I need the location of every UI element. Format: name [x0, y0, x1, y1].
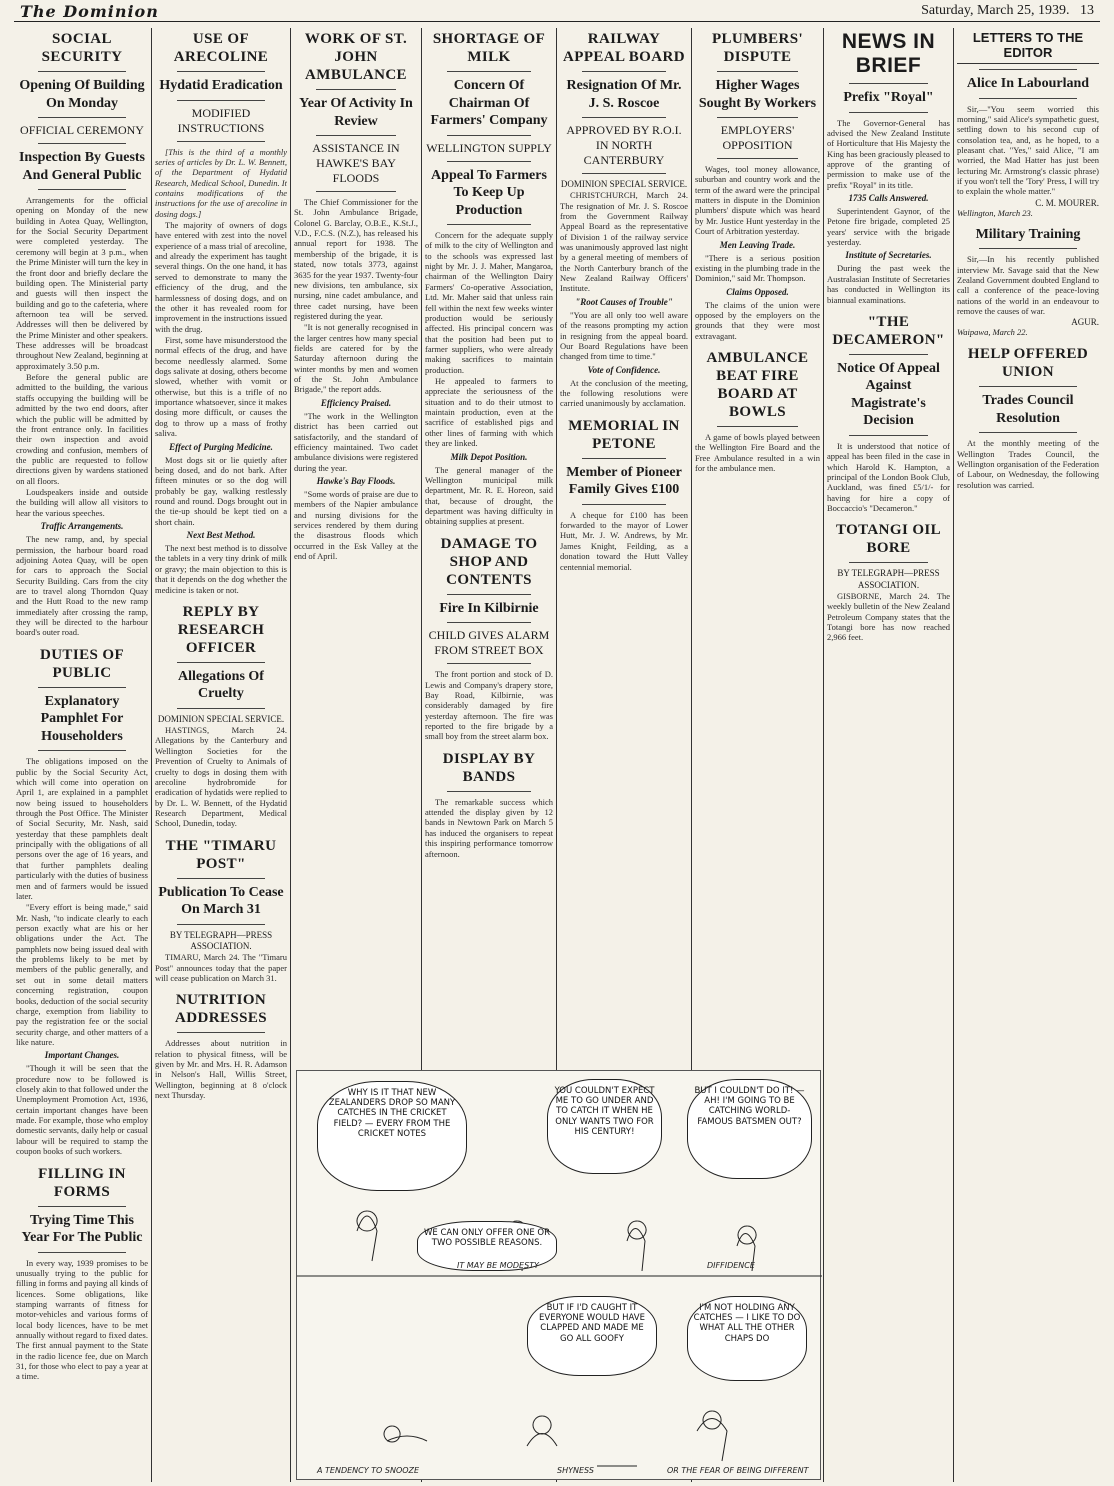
subheadline-2: EMPLOYERS' OPPOSITION	[720, 123, 795, 152]
divider	[447, 161, 531, 162]
divider	[316, 191, 396, 192]
subheadline: Alice In Labourland	[966, 76, 1090, 91]
body-paragraph: "Though it will be seen that the procedure now to be followed is closely akin to that followed under the Unemployment Promotion Act, 1936, certain important changes have been made. For example, those who employ domestic servants, daily help or casual labour will be required to stamp the coupon books of such workers.	[16, 1063, 148, 1157]
body-paragraph: At the monthly meeting of the Wellington Trades Council, the Wellington organisation of the Federation of Labour, on Wednesday, the following resolution was carried.	[957, 438, 1099, 490]
body-paragraph: HASTINGS, March 24. Allegations by the Canterbury and Wellington Societies for the Prevention of Cruelty to Animals of cruelty to dogs in dosing them with arecoline hydrobromide for eradication of hydatids were replied to by Dr. L. W. Bennett, of the Hydatid Research Department, Medical School, Dunedin, today.	[155, 725, 287, 829]
body-paragraph: A cheque for £100 has been forwarded to the mayor of Lower Hutt, Mr. J. W. Andrews, by Mr. James Knight, Feilding, as a donation toward the Hutt Valley centennial memorial.	[560, 509, 688, 572]
divider	[582, 458, 666, 459]
subheadline: Notice Of Appeal Against Magistrate's Decision	[837, 360, 940, 429]
side-heading: 1735 Calls Answered.	[848, 193, 929, 204]
side-heading: Men Leaving Trade.	[719, 239, 796, 250]
side-heading: Traffic Arrangements.	[40, 521, 124, 532]
speech-bubble: BUT I COULDN'T DO IT! — AH! I'M GOING TO BE CATCHING WORLD-FAMOUS BATSMEN OUT?	[687, 1079, 812, 1179]
article	[560, 417, 688, 572]
column-c1	[16, 30, 148, 1484]
body-paragraph: Addresses about nutrition in relation to physical fitness, will be given by Mr. and Mrs. H. R. Adamson in Nelson's Hall, Willis Street, Wellington, beginning at 8 o'clock next Thursday.	[155, 1038, 287, 1101]
body-paragraph: TIMARU, March 24. The "Timaru Post" announces today that the paper will cease publication on March 31.	[155, 952, 287, 983]
cartoon-caption: A TENDENCY TO SNOOZE	[317, 1466, 420, 1475]
subheadline: Member of Pioneer Family Gives £100	[566, 464, 682, 498]
divider	[979, 386, 1077, 387]
headline: TOTANGI OIL BORE	[835, 522, 942, 557]
side-heading: Vote of Confidence.	[587, 364, 661, 375]
headline: NEWS IN BRIEF	[841, 30, 936, 77]
body-paragraph: First, some have misunderstood the normal effects of the drug, and have become needlessly alarmed. Some dogs salivate at dosing, others become slowed, whether with vomit or otherwise, but this is a trifle of no importance whatsoever, since it makes dosing more difficult, or causes the dog to throw up a mass of frothy saliva.	[155, 334, 287, 439]
article	[16, 30, 148, 638]
divider	[316, 135, 396, 136]
issue-date: Saturday, March 25, 1939. 13	[921, 3, 1094, 18]
divider	[447, 594, 531, 595]
side-heading: Milk Depot Position.	[450, 451, 528, 462]
divider	[849, 112, 928, 113]
article	[16, 1165, 148, 1382]
subheadline: Publication To Cease On March 31	[158, 884, 284, 918]
divider	[849, 83, 928, 84]
subheadline-2: MODIFIED INSTRUCTIONS	[177, 105, 265, 135]
signature: C. M. MOURER.	[1035, 197, 1099, 208]
headline: DISPLAY BY BANDS	[442, 750, 536, 785]
body-paragraph: "There is a serious position existing in the plumbing trade in the Dominion," said Mr. Thompson.	[695, 252, 820, 284]
body-paragraph: Wages, tool money allowance, suburban and country work and the term of the award were the principal matters in dispute in the Dominion plumbers' dispute which was heard by Mr. Justice Hunt yesterday in the Court of Arbitration yesterday.	[695, 164, 820, 237]
body-paragraph: The new ramp, and, by special permission, the harbour board road adjoining Aotea Quay, will be open for cars to approach the Social Security Building. Cars from the city are to travel along Thorndon Quay and the Hutt Road to the new ramp immediately after crossing the ramp, they will be directed to the harbour board's outer road.	[16, 534, 148, 638]
newspaper-name: The Dominion	[20, 2, 159, 21]
side-heading: Next Best Method.	[186, 530, 256, 541]
body-paragraph: The Governor-General has advised the New Zealand Institute of Horticulture that His Majesty the King has been graciously pleased to approve of the granting of permission to make use of the prefix "Royal" in its title.	[827, 117, 950, 190]
divider	[38, 71, 126, 72]
body-paragraph: "Every effort is being made," said Mr. Nash, "to indicate clearly to each person exactly what are his or her obligations under the Act. The pamphlets now being issued deal with the problems likely to be met by members of the public generally, and set out in some detail matters concerning registration, coupon books, deduction of the social security charge, exemption from liability to pay the registration fee or the social security charge, and other matters of a like nature.	[16, 902, 148, 1047]
body-paragraph: Sir,—In his recently published interview Mr. Savage said that the New Zealand Government doubted England to call a conference of the peace-loving nations of the world in an endeavour to remove the causes of war.	[957, 254, 1099, 317]
side-heading: Institute of Secretaries.	[845, 250, 932, 261]
body-paragraph: Sir,—"You seem worried this morning," said Alice's sympathetic guest, settling down to his second cup of consolation tea, and, as he hoped, to a pleasant chat. "Yes," said Alice, "I am worried, the Mad Hatter has just been lecturing Mr. Armstrong's classic phrase) if you won't tell the 'Tory' Press, I will try to explain the whole matter."	[957, 103, 1099, 197]
article	[957, 30, 1099, 218]
divider	[316, 89, 396, 90]
column-c3	[294, 30, 418, 1038]
divider	[177, 141, 265, 142]
divider	[447, 791, 531, 792]
subheadline-2: APPROVED BY R.O.I. IN NORTH CANTERBURY	[566, 123, 682, 167]
divider	[177, 708, 265, 709]
side-heading: Important Changes.	[44, 1050, 120, 1061]
headline: Military Training	[975, 226, 1081, 242]
headline: DAMAGE TO SHOP AND CONTENTS	[440, 535, 538, 588]
subheadline: Allegations Of Cruelty	[178, 668, 264, 702]
article	[695, 349, 820, 473]
body-paragraph: Before the general public are admitted to the building, the various staffs occupying the building will be admitted by the two end doors, after which the public will be admitted by the front entrance only. In facilities their own inspection and avoid crowding and confusion, members of the public are requested to follow directions given by wardens stationed on all floors.	[16, 372, 148, 486]
headline: "THE DECAMERON"	[832, 313, 945, 348]
subheadline: Concern Of Chairman Of Farmers' Company	[430, 78, 548, 128]
body-paragraph: Most dogs sit or lie quietly after being dosed, and do not bark. After fifteen minutes or so the dog will probably be gay, walking restlessly round and round. Dogs brought out in the tie-up should be kept tied on a short chain.	[155, 454, 287, 527]
side-heading: "Root Causes of Trouble"	[575, 296, 673, 307]
subheadline-2: WELLINGTON SUPPLY	[426, 140, 552, 155]
body-paragraph: GISBORNE, March 24. The weekly bulletin of the New Zealand Petroleum Company states that the Totangi bore has now reached 2,966 feet.	[827, 590, 950, 643]
divider	[717, 71, 798, 72]
cricket-cartoon	[296, 1070, 821, 1480]
column-c6	[695, 30, 820, 1038]
divider	[38, 189, 126, 190]
subheadline-2: CHILD GIVES ALARM FROM STREET BOX	[428, 628, 550, 658]
body-paragraph: The general manager of the Wellington municipal milk department, Mr. R. E. Horeon, said that, because of drought, the department was having difficulty in obtaining supplies at present.	[425, 464, 553, 527]
signature: AGUR.	[1071, 317, 1099, 328]
headline: SOCIAL SECURITY	[41, 31, 123, 65]
body-paragraph: He appealed to farmers to appreciate the seriousness of the situation and to do their utmost to maintain production, even at the sacrifice of established pigs and other lines of farming with which they are linked.	[425, 376, 553, 449]
article	[155, 30, 287, 595]
divider	[447, 71, 531, 72]
dateline: DOMINION SPECIAL SERVICE.	[560, 179, 688, 189]
side-heading: Efficiency Praised.	[320, 397, 392, 408]
article	[827, 313, 950, 514]
headline: AMBULANCE BEAT FIRE BOARD AT BOWLS	[706, 350, 809, 421]
masthead	[14, 0, 1100, 22]
subheadline: Year Of Activity In Review	[299, 96, 413, 129]
article	[560, 30, 688, 409]
dateline: BY TELEGRAPH—PRESS ASSOCIATION.	[169, 929, 273, 951]
article	[155, 837, 287, 984]
side-heading: Claims Opposed.	[726, 286, 789, 297]
body-paragraph: The claims of the union were opposed by the employers on the grounds that they were most extravagant.	[695, 299, 820, 341]
article	[294, 30, 418, 562]
divider	[979, 432, 1077, 433]
headline: LETTERS TO THE EDITOR	[957, 30, 1099, 64]
column-c7	[827, 30, 950, 1484]
divider	[717, 158, 798, 159]
subheadline: Trades Council Resolution	[982, 393, 1074, 426]
divider	[979, 98, 1077, 99]
body-paragraph: The obligations imposed on the public by the Social Security Act, which will come into operation on April 1, are explained in a pamphlet now being issued to householders through the Post Office. The Minister of Social Security, Mr. Nash, said yesterday that these pamphlets dealt principally with the obligations of all persons over the age of 16 years, and that further pamphlets dealing particularly with the duties of business men and of farmers would be issued later.	[16, 756, 148, 901]
divider	[582, 71, 666, 72]
subheadline: Trying Time This Year For The Public	[21, 1212, 143, 1246]
divider	[177, 878, 265, 879]
divider	[38, 117, 126, 118]
body-paragraph: The next best method is to dissolve the tablets in a very tiny drink of milk or gravy; the main objection to this is that it depends on the dog whether the medicine is taken or not.	[155, 543, 287, 595]
subheadline: Explanatory Pamphlet For Householders	[40, 693, 124, 744]
divider	[177, 662, 265, 663]
headline: HELP OFFERED UNION	[967, 346, 1089, 381]
divider	[582, 117, 666, 118]
headline: THE "TIMARU POST"	[165, 837, 277, 872]
column-c5	[560, 30, 688, 1038]
subheadline-3: Appeal To Farmers To Keep Up Production	[431, 167, 547, 218]
divider	[979, 248, 1077, 249]
body-paragraph: The front portion and stock of D. Lewis and Company's drapery store, Bay Road, Kilbirnie, was considerably damaged by fire yesterday afternoon. The fire was reported to the fire brigade by a small boy from the street alarm box.	[425, 669, 553, 742]
divider	[849, 562, 928, 563]
divider	[177, 100, 265, 101]
headline: USE OF ARECOLINE	[173, 31, 269, 65]
headline: FILLING IN FORMS	[38, 1165, 126, 1200]
divider	[38, 143, 126, 144]
divider	[447, 622, 531, 623]
subheadline-2: ASSISTANCE IN HAWKE'S BAY FLOODS	[312, 141, 400, 185]
article	[16, 646, 148, 1157]
body-paragraph: CHRISTCHURCH, March 24. The resignation of Mr. J. S. Roscoe from the Government Railway Appeal Board as the representative of Division 1 of the railway service was unanimously approved last night by a general meeting of members of the North Canterbury branch of the New Zealand Railway Officers' Institute.	[560, 190, 688, 294]
divider	[447, 663, 531, 664]
divider	[849, 354, 928, 355]
column-c4	[425, 30, 553, 1038]
subheadline: Resignation Of Mr. J. S. Roscoe	[566, 78, 682, 111]
divider	[849, 435, 928, 436]
divider	[177, 924, 265, 925]
body-paragraph: The majority of owners of dogs have entered with zest into the novel experience of a mass trial of arecoline, and already the experiment has taught several things. On the one hand, it has served to demonstrate to many the efficiency of the drug, and the harmlessness of dosing dogs, and on the other it has revealed room for improvement in the instructions issued with the drug.	[155, 220, 287, 334]
side-heading: Hawke's Bay Floods.	[316, 475, 396, 486]
subheadline: Prefix "Royal"	[843, 90, 934, 105]
divider	[979, 69, 1077, 70]
place-date: Wellington, March 23.	[957, 207, 1033, 218]
article	[695, 30, 820, 341]
divider	[447, 135, 531, 136]
subheadline: Opening Of Building On Monday	[19, 78, 145, 111]
speech-bubble: I'M NOT HOLDING ANY CATCHES — I LIKE TO DO WHAT ALL THE OTHER CHAPS DO	[687, 1296, 807, 1381]
cartoon-caption: SHYNESS	[557, 1466, 594, 1475]
article	[957, 226, 1099, 338]
body-paragraph: "It is not generally recognised in the larger centres how many special fields are catered for by the Saturday afternoon during the winter months by men and women of the St. John Ambulance Brigade," the report adds.	[294, 322, 418, 395]
body-paragraph: The Chief Commissioner for the St. John Ambulance Brigade, Colonel G. Barclay, O.B.E., K.St.J., V.D., F.C.S. (N.Z.), has released his annual report for 1938. The membership of the brigade, it is stated, now totals 3773, against 3635 for the year 1937. Twenty-four new divisions, ten ambulance, six nursing, nine cadet ambulance, and three cadet nursing, have been registered during the year.	[294, 197, 418, 321]
place-date: Waipawa, March 22.	[957, 327, 1028, 338]
body-paragraph: During the past week the Australasian Institute of Secretaries has conducted in Wellington its biannual examinations.	[827, 263, 950, 305]
divider	[447, 224, 531, 225]
divider	[38, 750, 126, 751]
divider	[582, 173, 666, 174]
subheadline: Fire In Kilbirnie	[439, 600, 539, 616]
body-paragraph: In every way, 1939 promises to be unusually trying to the public for filling in forms and paying all kinds of licences. Some obligations, like stamping warrants of fitness for motor-vehicles and various forms of local body licences, have to be met annually without regard to fixed dates. The first annual payment to the State in the radio licence fee, due on March 31, for those who elect to pay a year at a time.	[16, 1257, 148, 1382]
headline: WORK OF ST. JOHN AMBULANCE	[304, 31, 408, 83]
headline: REPLY BY RESEARCH OFFICER	[177, 603, 265, 656]
headline: SHORTAGE OF MILK	[432, 31, 546, 65]
article	[155, 991, 287, 1100]
body-paragraph: Loudspeakers inside and outside the building will allow all visitors to hear the various speeches.	[16, 487, 148, 518]
dateline: BY TELEGRAPH—PRESS ASSOCIATION.	[837, 568, 940, 590]
divider	[177, 1032, 265, 1033]
subheadline: Hydatid Eradication	[159, 78, 283, 93]
article	[827, 30, 950, 305]
body-paragraph: At the conclusion of the meeting, the following resolutions were carried unanimously by acclamation.	[560, 377, 688, 409]
body-paragraph: It is understood that notice of appeal has been filed in the case in which Harold K. Hampton, a principal of the London Book Club, Auckland, was fined £5/1/- for having for hire a copy of Boccaccio's "Decameron."	[827, 440, 950, 514]
headline: RAILWAY APPEAL BOARD	[563, 31, 685, 65]
subheadline-3: Inspection By Guests And General Public	[18, 150, 146, 183]
article	[425, 30, 553, 527]
body-paragraph: Superintendent Gaynor, of the Petone fire brigade, completed 25 years' service with the brigade yesterday.	[827, 206, 950, 248]
headline: NUTRITION ADDRESSES	[175, 992, 267, 1027]
article	[425, 750, 553, 859]
subheadline: Higher Wages Sought By Workers	[698, 78, 817, 111]
dateline: DOMINION SPECIAL SERVICE.	[157, 713, 285, 724]
body-paragraph: "You are all only too well aware of the reasons prompting my action in resigning from the appeal board. Our Board Regulations have been changed from time to time."	[560, 309, 688, 362]
article	[155, 603, 287, 829]
speech-bubble: WE CAN ONLY OFFER ONE OR TWO POSSIBLE REASONS.	[417, 1221, 557, 1271]
column-c2	[155, 30, 287, 1484]
article	[425, 535, 553, 742]
speech-bubble: BUT IF I'D CAUGHT IT EVERYONE WOULD HAVE CLAPPED AND MADE ME GO ALL GOOFY	[527, 1296, 657, 1376]
side-heading: Effect of Purging Medicine.	[169, 441, 273, 452]
subheadline-2: OFFICIAL CEREMONY	[20, 123, 144, 137]
headline: MEMORIAL IN PETONE	[568, 417, 680, 452]
column-c8	[957, 30, 1099, 1484]
headline: PLUMBERS' DISPUTE	[711, 31, 804, 65]
body-paragraph: Arrangements for the official opening on Monday of the new building in Aotea Quay, Wellington, for the Social Security Department were completed yesterday. The ceremony will begin at 3 p.m., when the Prime Minister will turn the key in the front door and briefly declare the building open. The Ministerial party and guests will then inspect the building and go to the cafeteria, where afternoon tea will be served. Addresses will then be delivered by the Prime Minister and other speakers. These addresses will be broadcast throughout New Zealand, beginning at approximately 3.50 p.m.	[16, 195, 148, 371]
divider	[717, 426, 798, 427]
headline: DUTIES OF PUBLIC	[39, 646, 125, 681]
intro-paragraph: [This is the third of a monthly series of articles by Dr. L. W. Bennett, of the Department of Hydatid Research, Medical School, Dunedin. It contains modifications of the instructions for the use of arecoline in dosing dogs.]	[155, 146, 287, 219]
divider	[177, 71, 265, 72]
cartoon-caption: OR THE FEAR OF BEING DIFFERENT	[667, 1466, 809, 1475]
cartoon-caption: IT MAY BE MODESTY	[457, 1261, 539, 1270]
article	[957, 345, 1099, 490]
speech-bubble: YOU COULDN'T EXPECT ME TO GO UNDER AND TO CATCH IT WHEN HE ONLY WANTS TWO FOR HIS CENTURY!	[547, 1079, 662, 1174]
divider	[717, 117, 798, 118]
body-paragraph: "Some words of praise are due to members of the Napier ambulance and nursing divisions for the services rendered by them during the disastrous floods which occurred in the Esk Valley at the end of April.	[294, 488, 418, 562]
divider	[38, 687, 126, 688]
body-paragraph: "The work in the Wellington district has been carried out satisfactorily, and the standard of efficiency maintained. Two cadet ambulance divisions were registered during the year.	[294, 410, 418, 473]
body-paragraph: A game of bowls played between the Wellington Fire Board and the Free Ambulance resulted in a win for the ambulance men.	[695, 432, 820, 474]
speech-bubble: WHY IS IT THAT NEW ZEALANDERS DROP SO MANY CATCHES IN THE CRICKET FIELD? — EVERY FROM THE CRICKET NOTES	[317, 1081, 467, 1191]
divider	[38, 1252, 126, 1253]
cartoon-caption: DIFFIDENCE	[707, 1261, 755, 1270]
divider	[38, 1206, 126, 1207]
article	[827, 521, 950, 642]
body-paragraph: Concern for the adequate supply of milk to the city of Wellington and to the schools was expressed last night by Mr. J. J. Maher, Mangaroa, chairman of the Wellington Dairy Farmers' Co-operative Association, Ltd. Mr. Maher said that unless rain fell within the next few weeks winter production would be seriously affected. His principal concern was that the position had been put to farmer suppliers, who were already making sacrifices to maintain production.	[425, 230, 553, 375]
body-paragraph: The remarkable success which attended the display given by 12 bands in Newtown Park on March 5 has induced the organisers to repeat this inspiring performance tomorrow afternoon.	[425, 796, 553, 859]
divider	[582, 504, 666, 505]
